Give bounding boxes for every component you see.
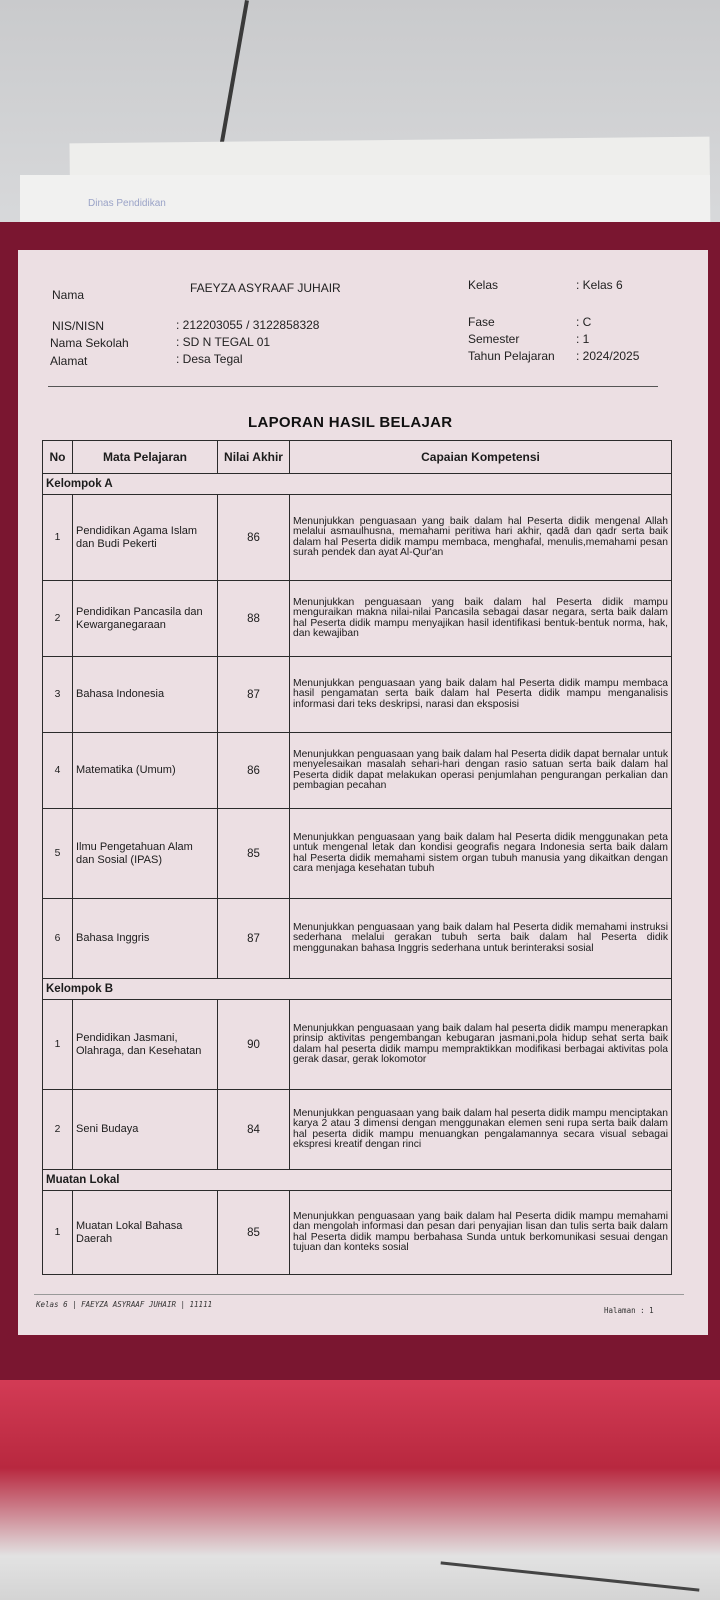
row-no: 2	[43, 581, 73, 657]
row-score: 88	[218, 581, 290, 657]
name-label: Nama	[52, 288, 85, 302]
row-competency: Menunjukkan penguasaan yang baik dalam hal Peserta didik mampu memahami dan mengolah informasi dan pesan dari penyajian lisan dan tulis serta baik dalam hal Peserta didik mampu berbahasa Sunda untuk berkomunikasi sesuai dengan tujuan dan konteks sosial	[290, 1191, 672, 1275]
row-competency: Menunjukkan penguasaan yang baik dalam hal Peserta didik menggunakan peta untuk mengenal letak dan kondisi geografis negara Indonesia serta baik dalam hal Peserta didik memahami sistem organ tubuh manusia yang dikaitkan dengan cara menjaga kesehatan tubuh	[290, 809, 672, 899]
table-header-row	[43, 441, 672, 474]
nis-value: : 212203055 / 3122858328	[176, 318, 320, 332]
row-no: 3	[43, 657, 73, 733]
row-no: 1	[43, 1000, 73, 1090]
header-divider	[48, 386, 658, 387]
school-value: : SD N TEGAL 01	[176, 335, 271, 349]
header-no: No	[43, 441, 73, 474]
row-score: 87	[218, 657, 290, 733]
table-row	[43, 1000, 672, 1090]
row-no: 5	[43, 809, 73, 899]
class-value: : Kelas 6	[576, 278, 623, 292]
row-no: 1	[43, 1191, 73, 1275]
phase-value: : C	[576, 315, 592, 329]
row-subject: Pendidikan Pancasila dan Kewarganegaraan	[73, 581, 218, 657]
row-subject: Pendidikan Agama Islam dan Budi Pekerti	[73, 495, 218, 581]
row-score: 85	[218, 809, 290, 899]
row-score: 84	[218, 1090, 290, 1170]
row-competency: Menunjukkan penguasaan yang baik dalam hal Peserta didik mampu menguraikan makna nilai-nilai Pancasila sebagai dasar negara, serta baik dalam hal Peserta didik mampu menyajikan hasil identifikasi bentuk-bentuk norma, hak, dan kewajiban	[290, 581, 672, 657]
year-label: Tahun Pelajaran	[468, 349, 555, 363]
phase-label: Fase	[468, 315, 495, 329]
semester-value: : 1	[576, 332, 590, 346]
row-score: 86	[218, 733, 290, 809]
red-plastic-cover	[0, 1380, 720, 1600]
row-competency: Menunjukkan penguasaan yang baik dalam hal Peserta didik mengenal Allah melalui asmaulhusna, memahami peritiwa hari akhir, qadā dan qadr serta baik dalam hal Peserta didik mampu membaca, menghafal, menulis,memahami pesan surah pendek dan ayat Al-Qur'an	[290, 495, 672, 581]
footer-divider	[34, 1294, 684, 1295]
name-value: FAEYZA ASYRAAF JUHAIR	[190, 281, 341, 295]
row-subject: Matematika (Umum)	[73, 733, 218, 809]
table-row	[43, 495, 672, 581]
row-competency: Menunjukkan penguasaan yang baik dalam hal Peserta didik mampu membaca hasil pengamatan serta baik dalam hal Peserta didik mampu menganalisis informasi dari teks deskripsi, narasi dan eksposisi	[290, 657, 672, 733]
row-competency: Menunjukkan penguasaan yang baik dalam hal Peserta didik memahami instruksi sederhana melalui gerakan tubuh serta baik dalam hal Peserta didik menggunakan bahasa Inggris sederhana untuk berinteraksi sosial	[290, 899, 672, 979]
footer-page-number: Halaman : 1	[604, 1306, 654, 1315]
row-no: 4	[43, 733, 73, 809]
row-subject: Bahasa Inggris	[73, 899, 218, 979]
table-row	[43, 581, 672, 657]
address-value: : Desa Tegal	[176, 352, 243, 366]
group-row-local	[43, 1170, 672, 1191]
school-label: Nama Sekolah	[50, 336, 129, 350]
footer-student-info: Kelas 6 | FAEYZA ASYRAAF JUHAIR | 11111	[36, 1300, 213, 1309]
header-competency: Capaian Kompetensi	[290, 441, 672, 474]
year-value: : 2024/2025	[576, 349, 640, 363]
table-row	[43, 733, 672, 809]
group-label: Kelompok B	[43, 979, 672, 1000]
group-row-b	[43, 979, 672, 1000]
row-score: 86	[218, 495, 290, 581]
report-title: LAPORAN HASIL BELAJAR	[248, 414, 453, 431]
row-subject: Bahasa Indonesia	[73, 657, 218, 733]
table-row	[43, 1090, 672, 1170]
table-row	[43, 809, 672, 899]
row-subject: Muatan Lokal Bahasa Daerah	[73, 1191, 218, 1275]
header-subject: Mata Pelajaran	[73, 441, 218, 474]
row-competency: Menunjukkan penguasaan yang baik dalam hal peserta didik mampu menciptakan karya 2 atau 3 dimensi dengan menggunakan elemen seni rupa serta baik dalam hal peserta didik mampu menuangkan pengalamannya secara visual sebagai ekspresi kreatif dengan rinci	[290, 1090, 672, 1170]
semester-label: Semester	[468, 332, 520, 346]
group-label: Kelompok A	[43, 474, 672, 495]
class-label: Kelas	[468, 278, 499, 292]
row-score: 85	[218, 1191, 290, 1275]
row-subject: Seni Budaya	[73, 1090, 218, 1170]
table-row	[43, 899, 672, 979]
group-label: Muatan Lokal	[43, 1170, 672, 1191]
row-subject: Pendidikan Jasmani, Olahraga, dan Kesehatan	[73, 1000, 218, 1090]
row-no: 1	[43, 495, 73, 581]
row-competency: Menunjukkan penguasaan yang baik dalam hal Peserta didik dapat bernalar untuk menyelesaikan masalah sehari-hari dengan rasio satuan serta baik dalam hal Peserta didik dapat melakukan operasi penjumlahan pengurangan perkalian dan pembagian pecahan	[290, 733, 672, 809]
row-subject: Ilmu Pengetahuan Alam dan Sosial (IPAS)	[73, 809, 218, 899]
header-score: Nilai Akhir	[218, 441, 290, 474]
grades-table	[42, 440, 672, 1275]
row-score: 90	[218, 1000, 290, 1090]
row-no: 6	[43, 899, 73, 979]
row-no: 2	[43, 1090, 73, 1170]
table-row	[43, 657, 672, 733]
row-competency: Menunjukkan penguasaan yang baik dalam hal peserta didik mampu menerapkan prinsip aktivitas pengembangan kebugaran jasmani,pola hidup sehat serta baik dalam hal peserta didik mampu mempraktikkan modifikasi berbagai aktivitas pola gerak dasar, gerak lokomotor	[290, 1000, 672, 1090]
group-row-a	[43, 474, 672, 495]
faded-stamp-text: Dinas Pendidikan	[88, 198, 166, 209]
address-label: Alamat	[50, 354, 88, 368]
nis-label: NIS/NISN	[52, 319, 105, 333]
row-score: 87	[218, 899, 290, 979]
table-row	[43, 1191, 672, 1275]
